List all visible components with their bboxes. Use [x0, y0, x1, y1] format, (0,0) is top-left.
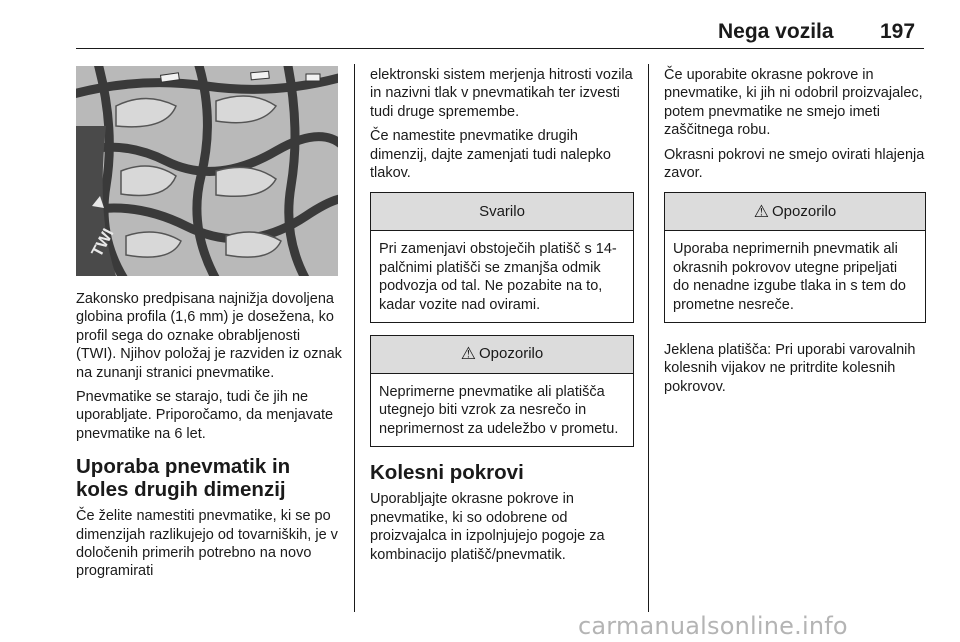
- tread-depth-text: Zakonsko predpisana najnižja dovoljena globina profila (1,6 mm) je dosežena, ko profil sega do oznake obrabljenosti (TWI). Njihov položaj je razviden iz oznak na zunanji stranici pnevmatike.: [76, 291, 342, 381]
- twi-label: TWI: [88, 226, 118, 260]
- brake-cooling-text: Okrasni pokrovi ne smejo ovirati hlajenja zavor.: [664, 146, 925, 182]
- column-divider-1: [354, 64, 355, 612]
- warning-title-text: Opozorilo: [772, 202, 837, 220]
- warning-title-text: Opozorilo: [479, 345, 544, 363]
- steel-rims-text: Jeklena platišča: Pri uporabi varovalnih kolesnih vijakov ne pritrdite kolesnih pokrovov.: [664, 342, 916, 395]
- warning-box-text: Neprimerne pnevmatike ali platišča utegnejo biti vzrok za nesrečo in neprimernost za udeležbo v prometu.: [379, 384, 619, 437]
- pressure-label-text: Če namestite pnevmatike drugih dimenzij, dajte zamenjati tudi nalepko tlakov.: [370, 128, 611, 182]
- warning-box-2-title: [665, 193, 925, 231]
- watermark: carmanualsonline.info: [578, 612, 848, 640]
- page-header-title: Nega vozila: [718, 20, 834, 43]
- wheel-covers-text: Uporabljajte okrasne pokrove in pnevmatike, ki so odobrene od proizvajalca in izpolnjujejo pogoje za kombinacijo platišč/pnevmatik.: [370, 491, 605, 563]
- different-dimensions-text: Če želite namestiti pnevmatike, ki se po dimenzijah razlikujejo od tovarniških, je v določenih primerih potrebno na novo programirati: [76, 508, 338, 580]
- column-divider-2: [648, 64, 649, 612]
- notice-box: [370, 192, 634, 323]
- tire-aging-text: Pnevmatike se starajo, tudi če jih ne uporabljate. Priporočamo, da menjavate pnevmatike na 6 let.: [76, 389, 334, 442]
- tire-tread-illustration: [76, 66, 338, 276]
- notice-box-title: [371, 193, 633, 231]
- non-approved-covers-text: Če uporabite okrasne pokrove in pnevmatike, ki jih ni odobril proizvajalec, potem pnevmatike ne smejo imeti zaščitnega robu.: [664, 67, 923, 139]
- section-heading-different-dimensions: Uporaba pnevmatik in koles drugih dimenzij: [76, 455, 291, 502]
- section-heading-wheel-covers: Kolesni pokrovi: [370, 461, 524, 485]
- page-number: 197: [880, 20, 916, 43]
- warning-box: [370, 335, 634, 447]
- column-1: [76, 66, 344, 587]
- notice-title-text: Svarilo: [479, 202, 525, 220]
- column-3: [664, 66, 926, 402]
- header-rule: [76, 48, 924, 49]
- warning-box-title: [371, 336, 633, 374]
- column-2: [370, 66, 634, 570]
- notice-box-text: Pri zamenjavi obstoječih platišč s 14-palčnimi platišči se zmanjša odmik podvozja od tal. Ne pozabite na to, kadar vozite nad ovirami.: [379, 241, 617, 313]
- warning-box-2-text: Uporaba neprimernih pnevmatik ali okrasnih pokrovov utegne pripeljati do nenadne izgube tlaka in s tem do prometne nesreče.: [673, 241, 906, 313]
- warning-box-2: [664, 192, 926, 323]
- speed-system-text: elektronski sistem merjenja hitrosti vozila in nazivni tlak v pnevmatikah ter izvesti tudi druge spremembe.: [370, 67, 633, 120]
- warning-triangle-icon: ⚠: [753, 201, 770, 221]
- warning-triangle-icon: ⚠: [460, 344, 477, 364]
